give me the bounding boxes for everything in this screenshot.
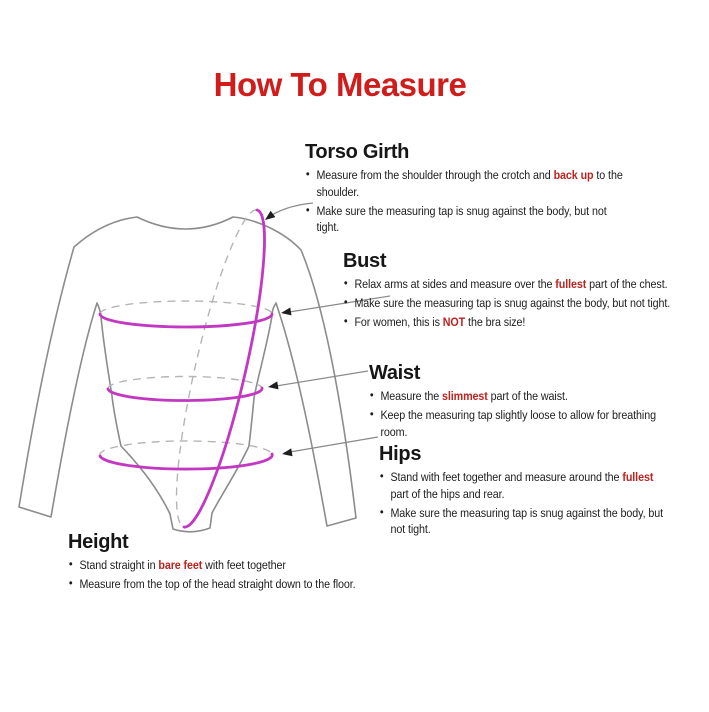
bullet-item: • Measure from the top of the head straight down to the floor. bbox=[68, 576, 424, 593]
bullet-item: • Make sure the measuring tap is snug against the body, but not tight. bbox=[379, 505, 673, 539]
bullet-item: • Measure from the shoulder through the crotch and back up to the shoulder. bbox=[305, 167, 624, 201]
bullet-item: • Stand with feet together and measure around the fullest part of the hips and rear. bbox=[379, 469, 673, 503]
section-hips bbox=[379, 443, 709, 538]
bullet-list-torso-girth bbox=[305, 167, 624, 236]
waist-arrow-icon bbox=[267, 381, 278, 391]
section-heading-height: Height bbox=[68, 531, 129, 553]
section-heading-waist: Waist bbox=[369, 362, 421, 384]
leotard-outline bbox=[19, 217, 356, 532]
section-heading-bust: Bust bbox=[343, 250, 387, 272]
bullet-list-bust bbox=[343, 276, 699, 330]
section-heading-torso-girth: Torso Girth bbox=[305, 141, 410, 163]
bullet-item: • Relax arms at sides and measure over the fullest part of the chest. bbox=[343, 276, 699, 293]
bullet-list-height bbox=[68, 557, 424, 593]
bullet-item: • Make sure the measuring tap is snug against the body, but not tight. bbox=[343, 295, 699, 312]
bullet-item: • For women, this is NOT the bra size! bbox=[343, 314, 699, 331]
page-title: How To Measure bbox=[213, 66, 467, 103]
bullet-list-waist bbox=[369, 388, 675, 440]
section-torso-girth bbox=[305, 141, 667, 236]
section-bust bbox=[343, 250, 709, 330]
section-waist bbox=[369, 362, 709, 440]
hips-arrow-icon bbox=[281, 448, 292, 458]
bullet-item: • Measure the slimmest part of the waist. bbox=[369, 388, 675, 405]
bullet-item: • Keep the measuring tap slightly loose to allow for breathing room. bbox=[369, 407, 675, 441]
bullet-item: • Make sure the measuring tap is snug against the body, but not tight. bbox=[305, 203, 624, 237]
bullet-item: • Stand straight in bare feet with feet together bbox=[68, 557, 424, 574]
section-height bbox=[68, 531, 472, 593]
bullet-list-hips bbox=[379, 469, 673, 538]
section-heading-hips: Hips bbox=[379, 443, 422, 465]
